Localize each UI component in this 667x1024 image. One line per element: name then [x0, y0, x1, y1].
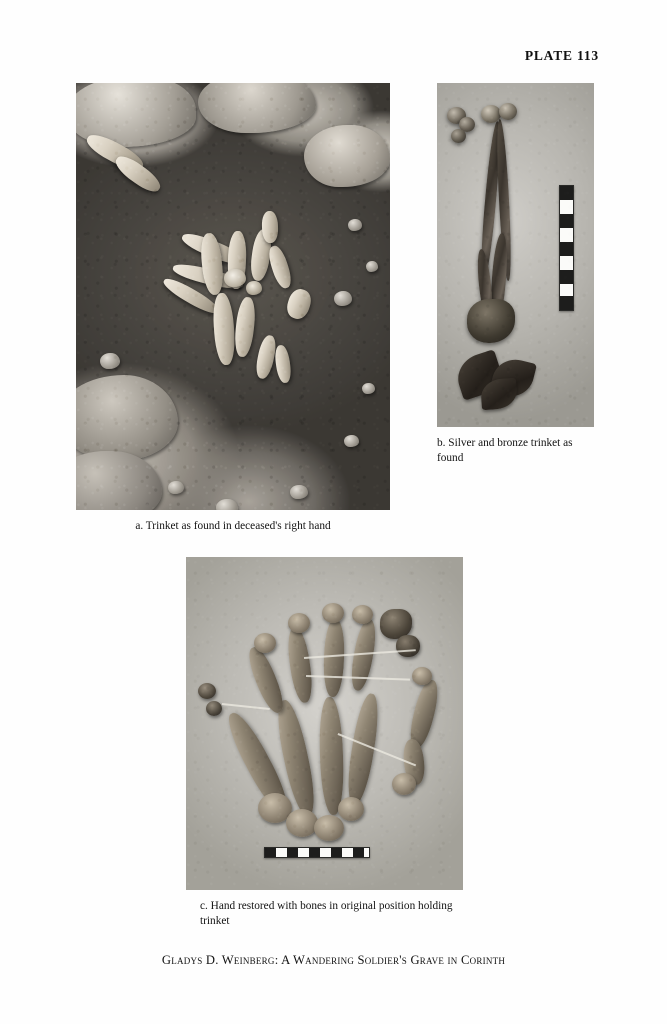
- figure-a-caption: a. Trinket as found in deceased's right hand: [135, 520, 331, 532]
- figure-a-photo: [76, 83, 390, 510]
- figure-c: [186, 557, 463, 929]
- photo-grain: [437, 83, 594, 427]
- figure-c-caption: [186, 899, 463, 929]
- figure-b-photo: [437, 83, 594, 427]
- running-footer: Gladys D. Weinberg: A Wandering Soldier's Grave in Corinth: [161, 953, 506, 967]
- plate-number: PLATE 113: [524, 48, 599, 63]
- figure-a: [76, 83, 390, 534]
- figure-c-photo: [186, 557, 463, 890]
- figure-b: [437, 83, 594, 466]
- figure-c-caption-line1: c. Hand restored with bones in original position holding trinket: [200, 900, 453, 928]
- photo-grain: [76, 83, 390, 510]
- figure-b-caption-line1: b. Silver and bronze trinket as found: [437, 437, 573, 465]
- photo-grain: [186, 557, 463, 890]
- figure-b-caption: [437, 436, 594, 466]
